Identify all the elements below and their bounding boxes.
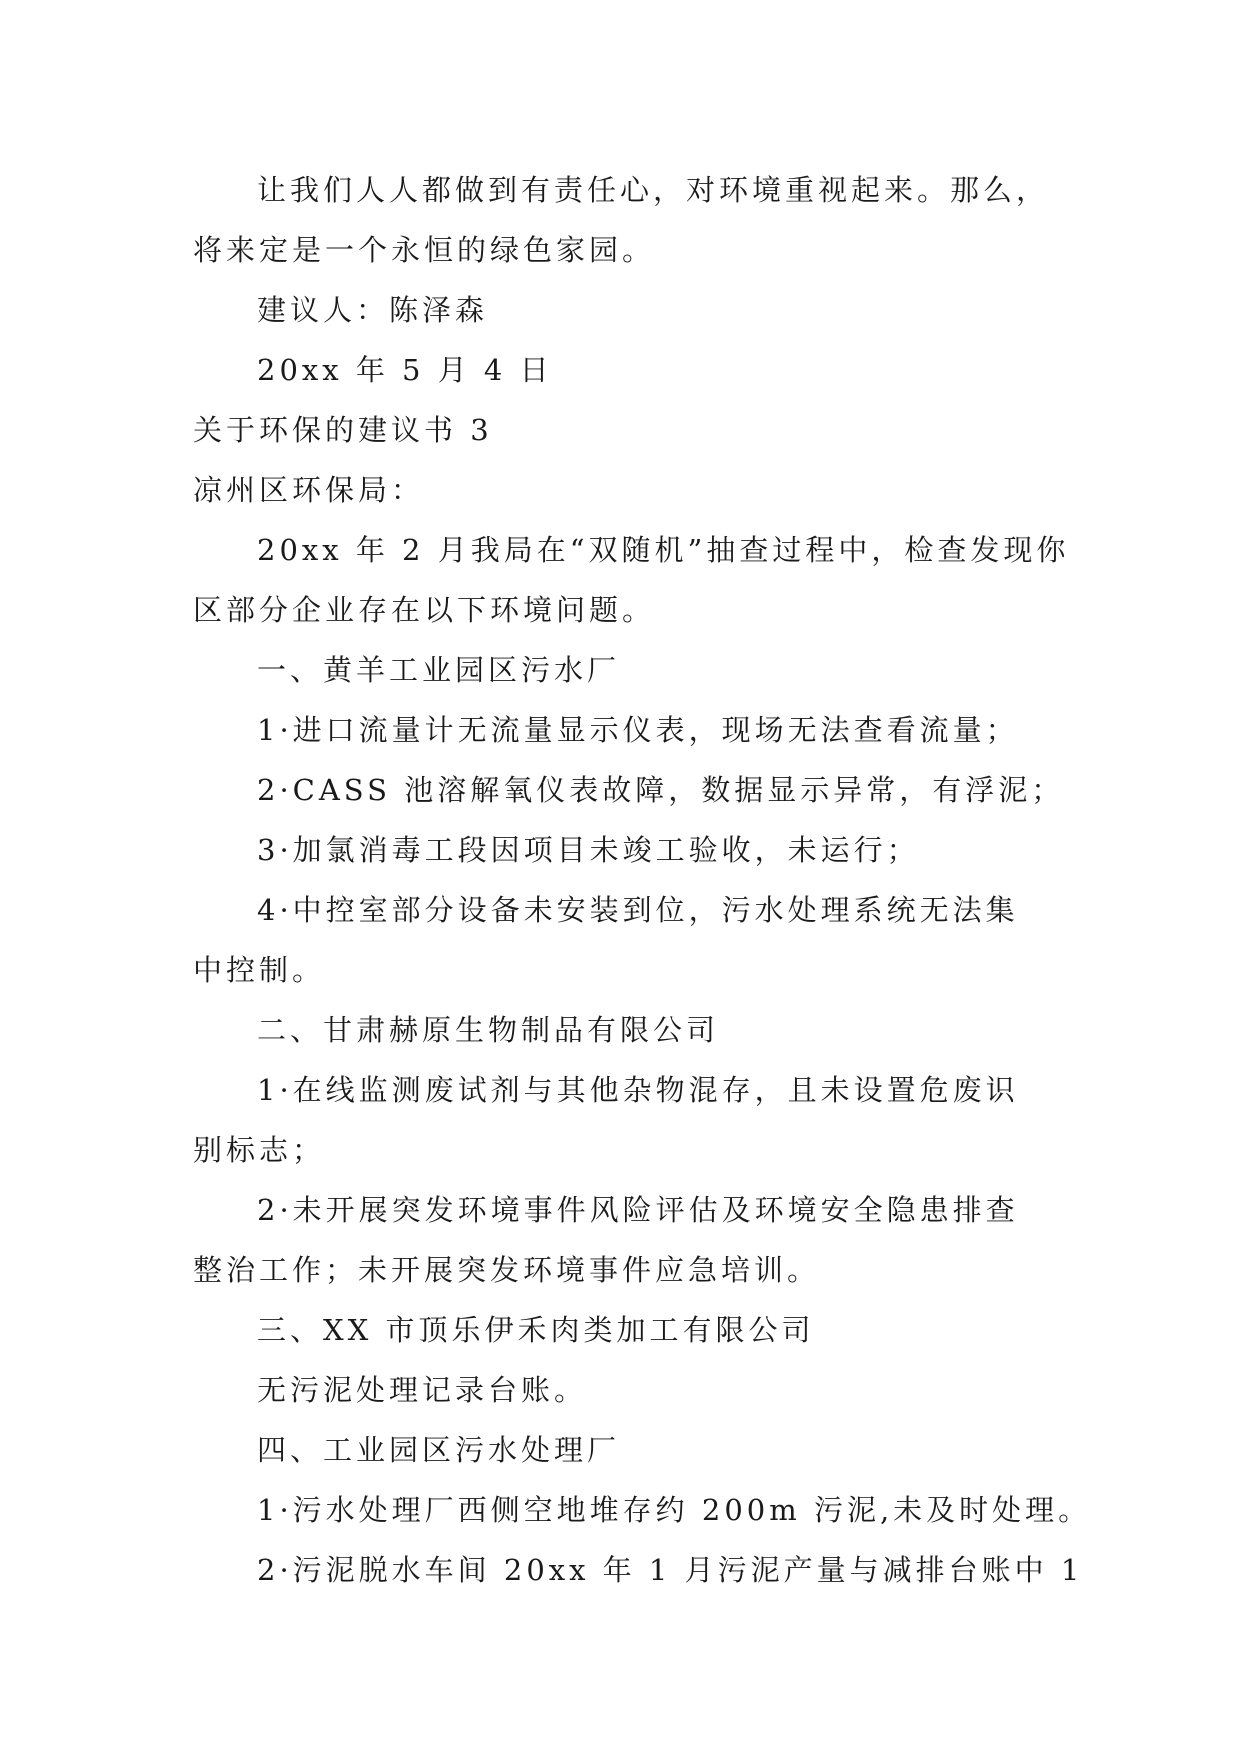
text-line: 整治工作；未开展突发环境事件应急培训。 <box>193 1253 821 1287</box>
text-line: 二、甘肃赫原生物制品有限公司 <box>257 1013 720 1047</box>
text-line: 无污泥处理记录台账。 <box>257 1373 588 1407</box>
text-line: 2·CASS 池溶解氧仪表故障，数据显示异常，有浮泥； <box>257 773 1065 807</box>
text-line: 1·进口流量计无流量显示仪表，现场无法查看流量； <box>257 713 1019 747</box>
text-line: 区部分企业存在以下环境问题。 <box>193 593 656 627</box>
text-line: 3·加氯消毒工段因项目未竣工验收，未运行； <box>257 833 920 867</box>
text-line: 一、黄羊工业园区污水厂 <box>257 653 621 687</box>
text-line: 四、工业园区污水处理厂 <box>257 1433 621 1467</box>
text-line: 1·在线监测废试剂与其他杂物混存，且未设置危废识 <box>257 1073 1019 1107</box>
text-line: 关于环保的建议书 3 <box>193 413 493 447</box>
text-line: 凉州区环保局： <box>193 473 425 507</box>
document-body <box>193 160 1092 1600</box>
text-line: 2·污泥脱水车间 20xx 年 1 月污泥产量与减排台账中 1 <box>257 1553 1084 1587</box>
text-line: 2·未开展突发环境事件风险评估及环境安全隐患排查 <box>257 1193 1019 1227</box>
text-line: 别标志； <box>193 1133 326 1167</box>
text-line: 三、XX 市顶乐伊禾肉类加工有限公司 <box>257 1313 815 1347</box>
text-line: 20xx 年 5 月 4 日 <box>257 353 553 387</box>
text-line: 1·污水处理厂西侧空地堆存约 200m 污泥,未及时处理。 <box>257 1493 1092 1527</box>
text-line: 中控制。 <box>193 953 326 987</box>
text-line: 建议人：陈泽森 <box>257 293 489 327</box>
text-line: 让我们人人都做到有责任心，对环境重视起来。那么， <box>257 173 1050 207</box>
text-line: 将来定是一个永恒的绿色家园。 <box>193 233 656 267</box>
text-line: 20xx 年 2 月我局在“双随机”抽查过程中，检查发现你 <box>257 533 1070 567</box>
text-line: 4·中控室部分设备未安装到位，污水处理系统无法集 <box>257 893 1019 927</box>
